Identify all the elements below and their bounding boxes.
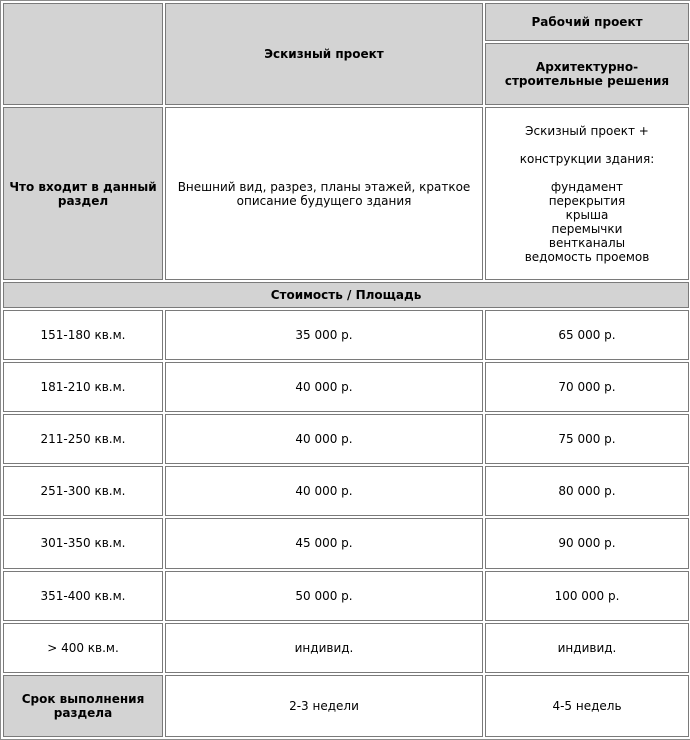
line-spacer	[490, 138, 684, 152]
table-row	[3, 362, 689, 412]
table-row	[3, 571, 689, 621]
scope-item: фундамент	[550, 179, 624, 194]
working-price-cell: 70 000 р.	[485, 362, 689, 412]
header-sketch-project: Эскизный проект	[165, 3, 483, 105]
sketch-price-cell: 40 000 р.	[165, 362, 483, 412]
header-working-subtitle: Архитектурно-строительные решения	[485, 43, 689, 105]
scope-working-line: конструкции здания:	[519, 151, 655, 166]
area-cell: 251-300 кв.м.	[3, 466, 163, 516]
area-cell: > 400 кв.м.	[3, 623, 163, 673]
scope-item: крыша	[565, 207, 609, 222]
working-price-cell: 100 000 р.	[485, 571, 689, 621]
scope-working-line: Эскизный проект +	[525, 123, 649, 138]
sketch-price-cell: 45 000 р.	[165, 518, 483, 568]
sketch-price-cell: 35 000 р.	[165, 310, 483, 360]
area-cell: 351-400 кв.м.	[3, 571, 163, 621]
area-cell: 151-180 кв.м.	[3, 310, 163, 360]
working-price-cell: 65 000 р.	[485, 310, 689, 360]
table-row	[3, 623, 689, 673]
deadline-sketch-cell: 2-3 недели	[165, 675, 483, 737]
sketch-price-cell: индивид.	[165, 623, 483, 673]
scope-sketch-description: Внешний вид, разрез, планы этажей, краткое описание будущего здания	[165, 107, 483, 279]
working-price-cell: индивид.	[485, 623, 689, 673]
sketch-price-cell: 40 000 р.	[165, 466, 483, 516]
working-price-cell: 80 000 р.	[485, 466, 689, 516]
table-row	[3, 518, 689, 568]
scope-item: вентканалы	[548, 235, 626, 250]
header-corner-cell	[3, 3, 163, 105]
working-price-cell: 90 000 р.	[485, 518, 689, 568]
deadline-label: Срок выполнения раздела	[3, 675, 163, 737]
sketch-price-cell: 50 000 р.	[165, 571, 483, 621]
scope-item: перемычки	[551, 221, 623, 236]
line-spacer	[490, 166, 684, 180]
scope-item: перекрытия	[548, 193, 626, 208]
scope-label: Что входит в данный раздел	[3, 107, 163, 279]
scope-working-description	[485, 107, 689, 279]
table-row	[3, 414, 689, 464]
table-row	[3, 310, 689, 360]
working-price-cell: 75 000 р.	[485, 414, 689, 464]
sketch-price-cell: 40 000 р.	[165, 414, 483, 464]
table-row	[3, 466, 689, 516]
header-working-project: Рабочий проект	[485, 3, 689, 41]
scope-item: ведомость проемов	[524, 249, 650, 264]
area-cell: 211-250 кв.м.	[3, 414, 163, 464]
cost-area-header: Стоимость / Площадь	[3, 282, 689, 308]
area-cell: 181-210 кв.м.	[3, 362, 163, 412]
scope-working-list	[490, 124, 684, 264]
deadline-working-cell: 4-5 недель	[485, 675, 689, 737]
area-cell: 301-350 кв.м.	[3, 518, 163, 568]
